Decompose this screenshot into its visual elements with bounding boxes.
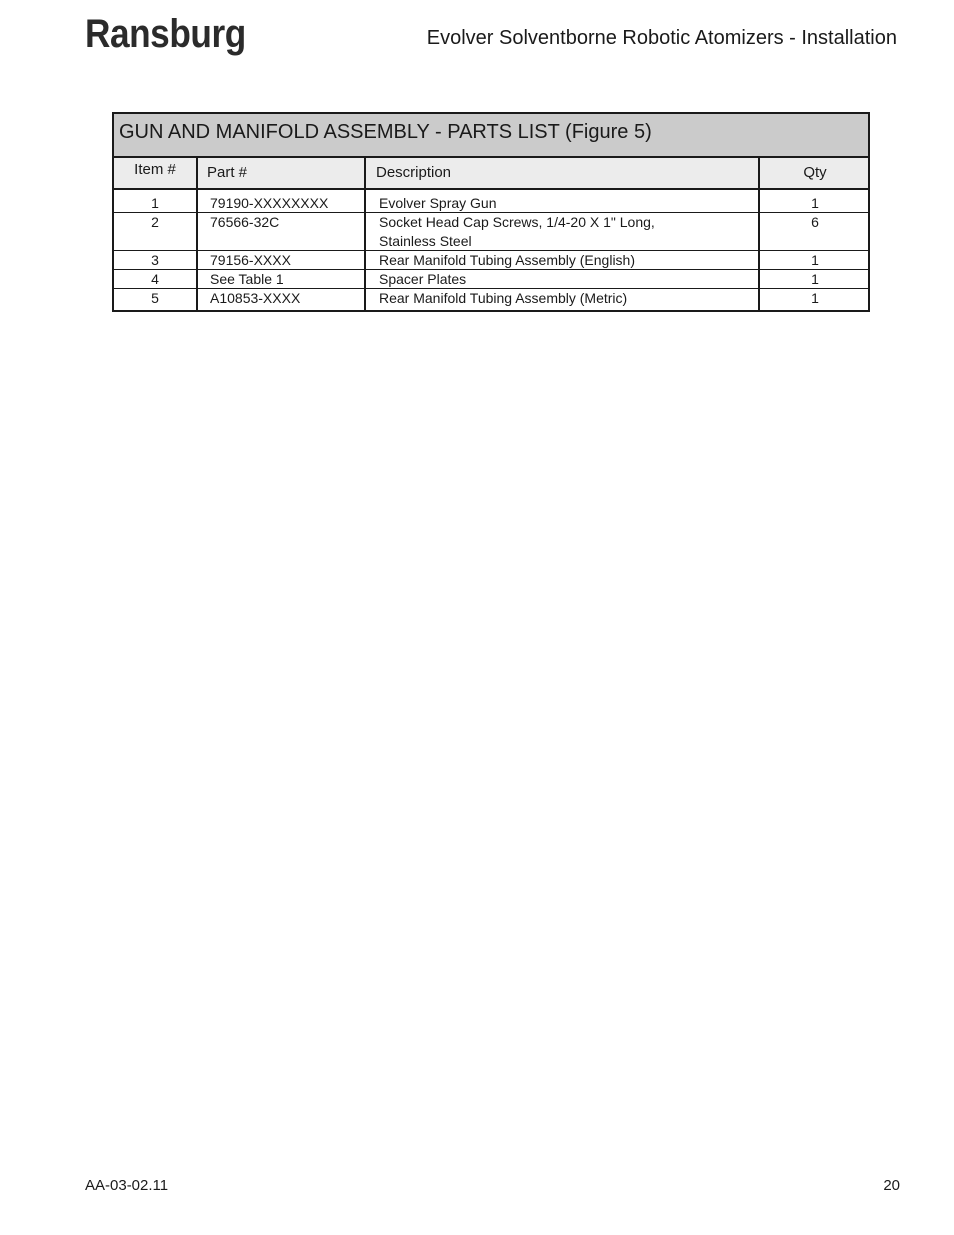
part-number: 76566-32C [210,214,280,230]
part-number: A10853-XXXX [210,290,301,306]
table-row [114,213,868,251]
part-description: Evolver Spray Gun [379,195,497,211]
part-description: Rear Manifold Tubing Assembly (Metric) [379,290,628,306]
table-row [114,190,868,213]
item-number: 5 [151,290,159,306]
table-row [114,289,868,310]
column-divider [758,158,760,310]
column-header-part: Part # [207,164,248,181]
part-number: 79190-XXXXXXXX [210,195,329,211]
item-number: 4 [151,271,159,287]
document-title: Evolver Solventborne Robotic Atomizers - Installation [426,27,897,49]
part-qty: 1 [811,252,819,268]
column-header-item: Item # [134,161,176,178]
parts-list-table [112,112,870,312]
part-number: See Table 1 [210,271,284,287]
item-number: 3 [151,252,159,268]
part-description-continued: Stainless Steel [379,233,472,249]
table-caption [114,114,868,158]
column-divider [364,158,366,310]
document-number: AA-03-02.11 [85,1177,169,1194]
item-number: 1 [151,195,159,211]
ransburg-logo: Ransburg [85,12,246,56]
part-number: 79156-XXXX [210,252,291,268]
part-description: Rear Manifold Tubing Assembly (English) [379,252,636,268]
part-qty: 6 [811,214,819,230]
column-divider [196,158,198,310]
item-number: 2 [151,214,159,230]
table-row [114,251,868,270]
part-qty: 1 [811,271,819,287]
page-number: 20 [883,1177,900,1194]
part-qty: 1 [811,195,819,211]
part-description: Socket Head Cap Screws, 1/4-20 X 1" Long, [379,214,655,230]
column-header-qty: Qty [803,164,827,181]
part-description: Spacer Plates [379,271,467,287]
part-qty: 1 [811,290,819,306]
table-header-row [114,158,868,190]
column-header-description: Description [376,164,452,181]
table-caption-text: GUN AND MANIFOLD ASSEMBLY - PARTS LIST (Figure 5) [119,121,652,143]
table-row [114,270,868,289]
